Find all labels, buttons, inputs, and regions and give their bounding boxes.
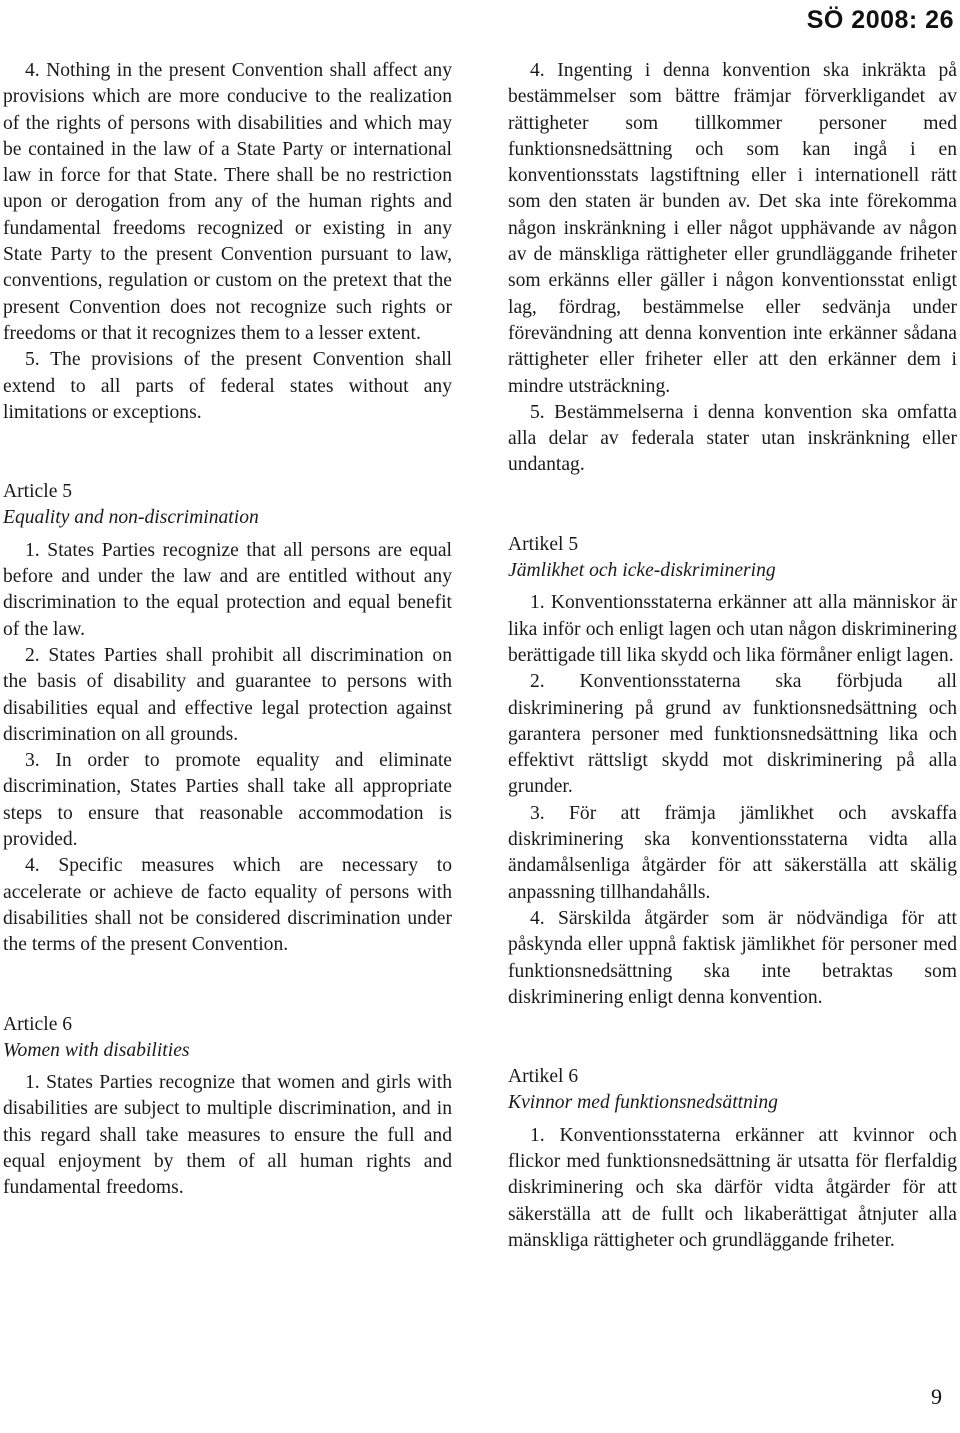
paragraph-5-sv: 5. Bestämmelserna i denna konvention ska omfatta alla delar av federala stater utan inskränkning eller undantag.: [508, 401, 957, 476]
paragraph-4-sv: 4. Ingenting i denna konvention ska inkräkta på bestämmelser som bättre främjar förverkligandet av rättigheter som tillkommer personer med funktionsnedsättning och som kan ingå i en konventionsstats lagstiftning eller i internationell rätt som den staten är bunden av. Det ska inte förekomma någon inskränkning i eller något upphävande av någon av de mänskliga rättigheter eller grundläggande friheter som erkänns eller gäller i någon konventionsstat enligt lag, fördrag, bestämmelse eller sedvänja under förevändning att denna konvention inte erkänner sådana rättigheter eller friheter eller att den erkänner dem i mindre utsträckning.: [508, 60, 957, 397]
document-code: SÖ 2008: 26: [806, 6, 954, 34]
article-5-heading-sv: Artikel 5: [508, 533, 579, 555]
article-6-title-en: Women with disabilities: [3, 1039, 190, 1061]
article-5-para-1-sv: 1. Konventionsstaterna erkänner att alla människor är lika inför och enligt lagen och utan någon diskriminering berättigade till lika skydd och lika förmåner enligt lagen.: [508, 592, 957, 666]
paragraph-4-en: 4. Nothing in the present Convention shall affect any provisions which are more conducive to the realization of the rights of persons with disabilities and which may be contained in the law of a State Party or international law in force for that State. There shall be no restriction upon or derogation from any of the human rights and fundamental freedoms recognized or existing in any State Party to the present Convention pursuant to law, conventions, regulation or custom on the pretext that the present Convention does not recognize such rights or freedoms or that it recognizes them to a lesser extent.: [3, 60, 452, 344]
article-5-para-4-sv: 4. Särskilda åtgärder som är nödvändiga för att påskynda eller uppnå faktisk jämlikhet för personer med funktionsnedsättning ska inte betraktas som diskriminering enligt denna konvention.: [508, 907, 957, 1008]
article-5-para-2-sv: 2. Konventionsstaterna ska förbjuda all diskriminering på grund av funktionsnedsättning och garantera personer med funktionsnedsättning lika och effektivt rättsligt skydd mot diskriminering på alla grunder.: [508, 671, 957, 798]
article-5-para-4-en: 4. Specific measures which are necessary to accelerate or achieve de facto equality of persons with disabilities shall not be considered discrimination under the terms of the present Convention.: [3, 855, 452, 956]
article-6-para-1-sv: 1. Konventionsstaterna erkänner att kvinnor och flickor med funktionsnedsättning är utsatta för flerfaldig diskriminering och ska därför vidta åtgärder för att säkerställa att de fullt och likaberättigat åtnjuter alla mänskliga rättigheter och grundläggande friheter.: [508, 1124, 957, 1251]
article-6-heading-en: Article 6: [3, 1013, 73, 1035]
article-5-title-sv: Jämlikhet och icke-diskriminering: [508, 560, 776, 582]
article-5-para-3-en: 3. In order to promote equality and eliminate discrimination, States Parties shall take all appropriate steps to ensure that reasonable accommodation is provided.: [3, 750, 452, 851]
paragraph-5-en: 5. The provisions of the present Convention shall extend to all parts of federal states without any limitations or exceptions.: [3, 349, 452, 423]
article-5-title-en: Equality and non-discrimination: [3, 507, 259, 529]
article-5-para-1-en: 1. States Parties recognize that all persons are equal before and under the law and are entitled without any discrimination to the equal protection and equal benefit of the law.: [3, 539, 452, 640]
english-column: [3, 58, 452, 1202]
page-number: 9: [931, 1384, 942, 1409]
swedish-column: [508, 58, 957, 1254]
article-5-heading-en: Article 5: [3, 481, 73, 503]
article-6-title-sv: Kvinnor med funktionsnedsättning: [508, 1092, 778, 1114]
article-5-para-3-sv: 3. För att främja jämlikhet och avskaffa diskriminering ska konventionsstaterna vidta alla ändamålsenliga åtgärder för att säkerställa att skälig anpassning tillhandahålls.: [508, 802, 957, 903]
article-6-heading-sv: Artikel 6: [508, 1066, 579, 1088]
article-5-para-2-en: 2. States Parties shall prohibit all discrimination on the basis of disability and guarantee to persons with disabilities equal and effective legal protection against discrimination on all grounds.: [3, 644, 452, 745]
article-6-para-1-en: 1. States Parties recognize that women and girls with disabilities are subject to multiple discrimination, and in this regard shall take measures to ensure the full and equal enjoyment by them of all human rights and fundamental freedoms.: [3, 1072, 452, 1199]
